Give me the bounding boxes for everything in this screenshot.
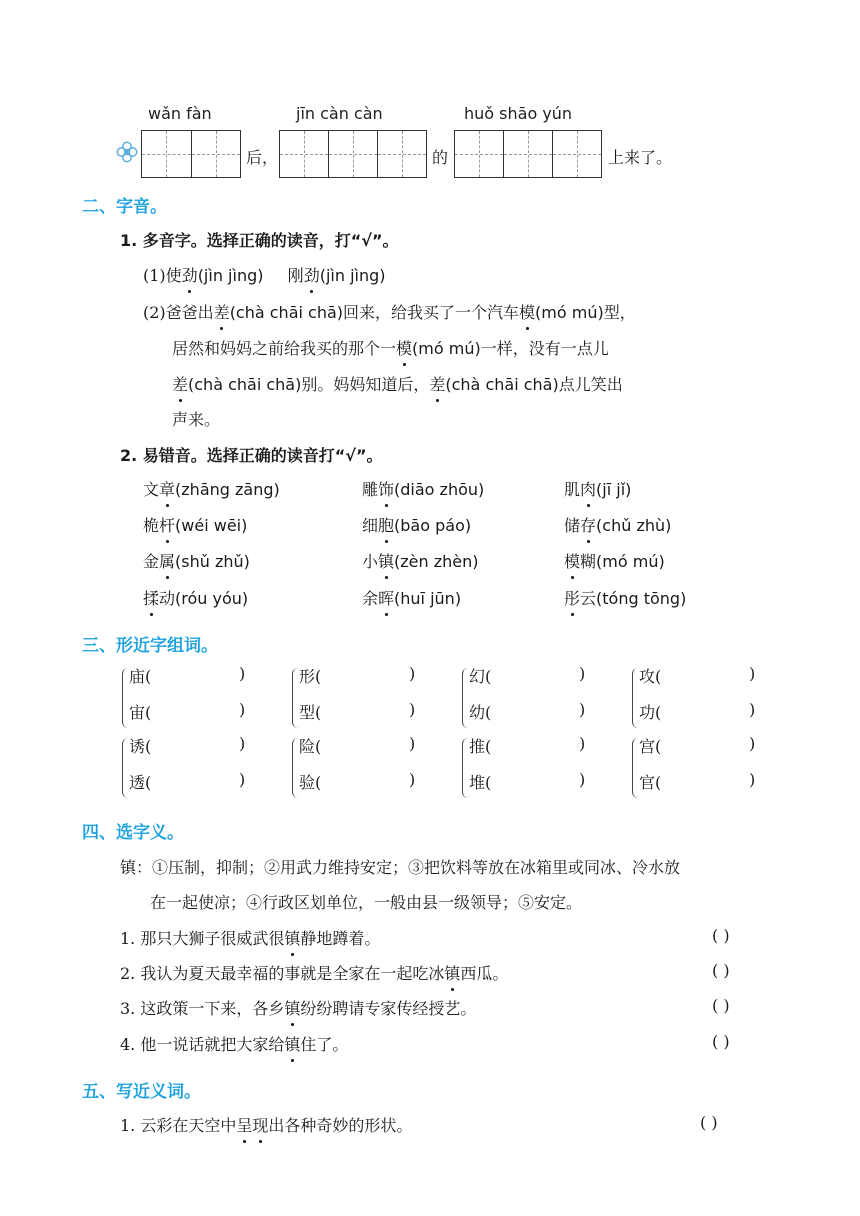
pinyin-options[interactable]: (mó mú): [596, 552, 665, 571]
pinyin-options[interactable]: (mó mú): [412, 339, 481, 358]
answer-paren[interactable]: ( ): [712, 1032, 730, 1051]
answer-blank-close[interactable]: ): [239, 664, 246, 683]
section-4-title: 四、选字义。: [82, 823, 184, 843]
synonym-item-1: 1. 云彩在天空中呈现出各种奇妙的形状。: [120, 1113, 412, 1136]
error-prone-item: 余晖(huī jūn): [362, 586, 461, 609]
answer-blank-close[interactable]: ): [409, 664, 416, 683]
polyphone-line-1: (1)使劲(jìn jìng) 刚劲(jìn jìng): [143, 263, 386, 286]
meaning-question: 4. 他一说话就把大家给镇住了。: [120, 1032, 348, 1055]
pinyin-options[interactable]: (mó mú): [535, 303, 604, 322]
similar-char-item: 验(: [299, 773, 322, 792]
error-prone-item: 细胞(bāo páo): [362, 513, 471, 536]
error-prone-item: 金属(shǔ zhǔ): [143, 549, 250, 572]
similar-char-item: 推(: [469, 737, 492, 756]
synonym-answer-paren[interactable]: ( ): [700, 1113, 718, 1132]
pinyin-options[interactable]: (chà chāi chā): [229, 303, 344, 322]
q2-1-prompt: 1. 多音字。选择正确的读音，打“√”。: [120, 231, 399, 250]
similar-char-item: 功(: [639, 703, 662, 722]
pinyin-options[interactable]: (bāo páo): [394, 516, 472, 535]
pinyin-options[interactable]: (zhāng zāng): [175, 480, 280, 499]
pinyin-options[interactable]: (jī jǐ): [596, 480, 632, 499]
pinyin-options[interactable]: (jìn jìng): [197, 266, 264, 285]
section-5-title: 五、写近义词。: [82, 1082, 201, 1102]
answer-blank-close[interactable]: ): [749, 770, 756, 789]
answer-grid-jincancan[interactable]: [279, 130, 427, 178]
pinyin-options[interactable]: (chà chāi chā): [445, 375, 559, 394]
brace: [632, 668, 639, 728]
pinyin-wanfan: wǎn fàn: [148, 104, 212, 123]
similar-char-item: 诱(: [129, 737, 152, 756]
answer-blank-close[interactable]: ): [749, 734, 756, 753]
error-prone-item: 小镇(zèn zhèn): [362, 549, 479, 572]
polyphone-line-2: (2)爸爸出差(chà chāi chā)回来，给我买了一个汽车模(mó mú)型，: [143, 300, 636, 323]
answer-grid-huoshaoyun[interactable]: [454, 130, 602, 178]
error-prone-item: 肌肉(jī jǐ): [564, 477, 631, 500]
pinyin-huoshaoyun: huǒ shāo yún: [464, 104, 573, 123]
pinyin-options[interactable]: (róu yóu): [175, 589, 249, 608]
brace: [632, 738, 639, 798]
answer-blank-close[interactable]: ): [239, 734, 246, 753]
brace: [292, 668, 299, 728]
pinyin-options[interactable]: (jìn jìng): [319, 266, 386, 285]
error-prone-item: 文章(zhāng zāng): [143, 477, 280, 500]
answer-blank-close[interactable]: ): [579, 664, 586, 683]
similar-char-item: 透(: [129, 773, 152, 792]
similar-char-item: 幻(: [469, 667, 492, 686]
error-prone-item: 储存(chǔ zhù): [564, 513, 671, 536]
polyphone-line-3: 居然和妈妈之前给我买的那个一模(mó mú)一样，没有一点儿: [172, 336, 609, 359]
error-prone-item: 彤云(tóng tōng): [564, 586, 686, 609]
similar-char-item: 幼(: [469, 703, 492, 722]
answer-blank-close[interactable]: ): [579, 770, 586, 789]
similar-char-item: 官(: [639, 773, 662, 792]
brace: [462, 738, 469, 798]
connector-de: 的: [432, 148, 449, 167]
similar-char-item: 堆(: [469, 773, 492, 792]
error-prone-item: 模糊(mó mú): [564, 549, 665, 572]
pinyin-options[interactable]: (diāo zhōu): [394, 480, 485, 499]
pinyin-options[interactable]: (wéi wēi): [175, 516, 248, 535]
flower-icon: [116, 141, 138, 163]
brace: [292, 738, 299, 798]
definition-line-2: 在一起使凉；④行政区划单位，一般由县一级领导；⑤安定。: [150, 893, 583, 912]
brace: [462, 668, 469, 728]
error-prone-item: 雕饰(diāo zhōu): [362, 477, 484, 500]
pinyin-options[interactable]: (tóng tōng): [596, 589, 687, 608]
answer-paren[interactable]: ( ): [712, 926, 730, 945]
meaning-question: 2. 我认为夏天最幸福的事就是全家在一起吃冰镇西瓜。: [120, 961, 508, 984]
pinyin-options[interactable]: (shǔ zhǔ): [175, 552, 250, 571]
similar-char-item: 险(: [299, 737, 322, 756]
answer-blank-close[interactable]: ): [239, 770, 246, 789]
error-prone-item: 揉动(róu yóu): [143, 586, 248, 609]
answer-blank-close[interactable]: ): [409, 734, 416, 753]
answer-paren[interactable]: ( ): [712, 961, 730, 980]
similar-char-item: 形(: [299, 667, 322, 686]
pinyin-options[interactable]: (chà chāi chā): [188, 375, 302, 394]
pinyin-options[interactable]: (zèn zhèn): [394, 552, 479, 571]
answer-blank-close[interactable]: ): [749, 664, 756, 683]
meaning-question: 3. 这政策一下来，各乡镇纷纷聘请专家传经授艺。: [120, 996, 476, 1019]
error-prone-item: 桅杆(wéi wēi): [143, 513, 247, 536]
pinyin-options[interactable]: (huī jūn): [394, 589, 462, 608]
answer-paren[interactable]: ( ): [712, 996, 730, 1015]
answer-blank-close[interactable]: ): [239, 700, 246, 719]
pinyin-options[interactable]: (chǔ zhù): [596, 516, 672, 535]
section-2-title: 二、字音。: [82, 197, 167, 217]
connector-shanglaile: 上来了。: [608, 148, 673, 167]
answer-blank-close[interactable]: ): [579, 700, 586, 719]
pinyin-jincancan: jīn càn càn: [296, 104, 383, 123]
brace: [122, 738, 129, 798]
connector-hou: 后，: [246, 148, 279, 167]
answer-blank-close[interactable]: ): [409, 770, 416, 789]
answer-blank-close[interactable]: ): [579, 734, 586, 753]
definition-line-1: 镇：①压制，抑制；②用武力维持安定；③把饮料等放在冰箱里或同冰、冷水放: [120, 858, 681, 877]
similar-char-item: 宙(: [129, 703, 152, 722]
similar-char-item: 攻(: [639, 667, 662, 686]
polyphone-line-4: 差(chà chāi chā)别。妈妈知道后，差(chà chāi chā)点儿笑出: [172, 372, 623, 395]
polyphone-line-5: 声来。: [172, 410, 221, 429]
answer-grid-wanfan[interactable]: [141, 130, 241, 178]
similar-char-item: 型(: [299, 703, 322, 722]
q2-2-prompt: 2. 易错音。选择正确的读音打“√”。: [120, 446, 383, 465]
answer-blank-close[interactable]: ): [749, 700, 756, 719]
brace: [122, 668, 129, 728]
meaning-question: 1. 那只大狮子很威武很镇静地蹲着。: [120, 926, 380, 949]
answer-blank-close[interactable]: ): [409, 700, 416, 719]
section-3-title: 三、形近字组词。: [82, 636, 218, 656]
similar-char-item: 宫(: [639, 737, 662, 756]
similar-char-item: 庙(: [129, 667, 152, 686]
